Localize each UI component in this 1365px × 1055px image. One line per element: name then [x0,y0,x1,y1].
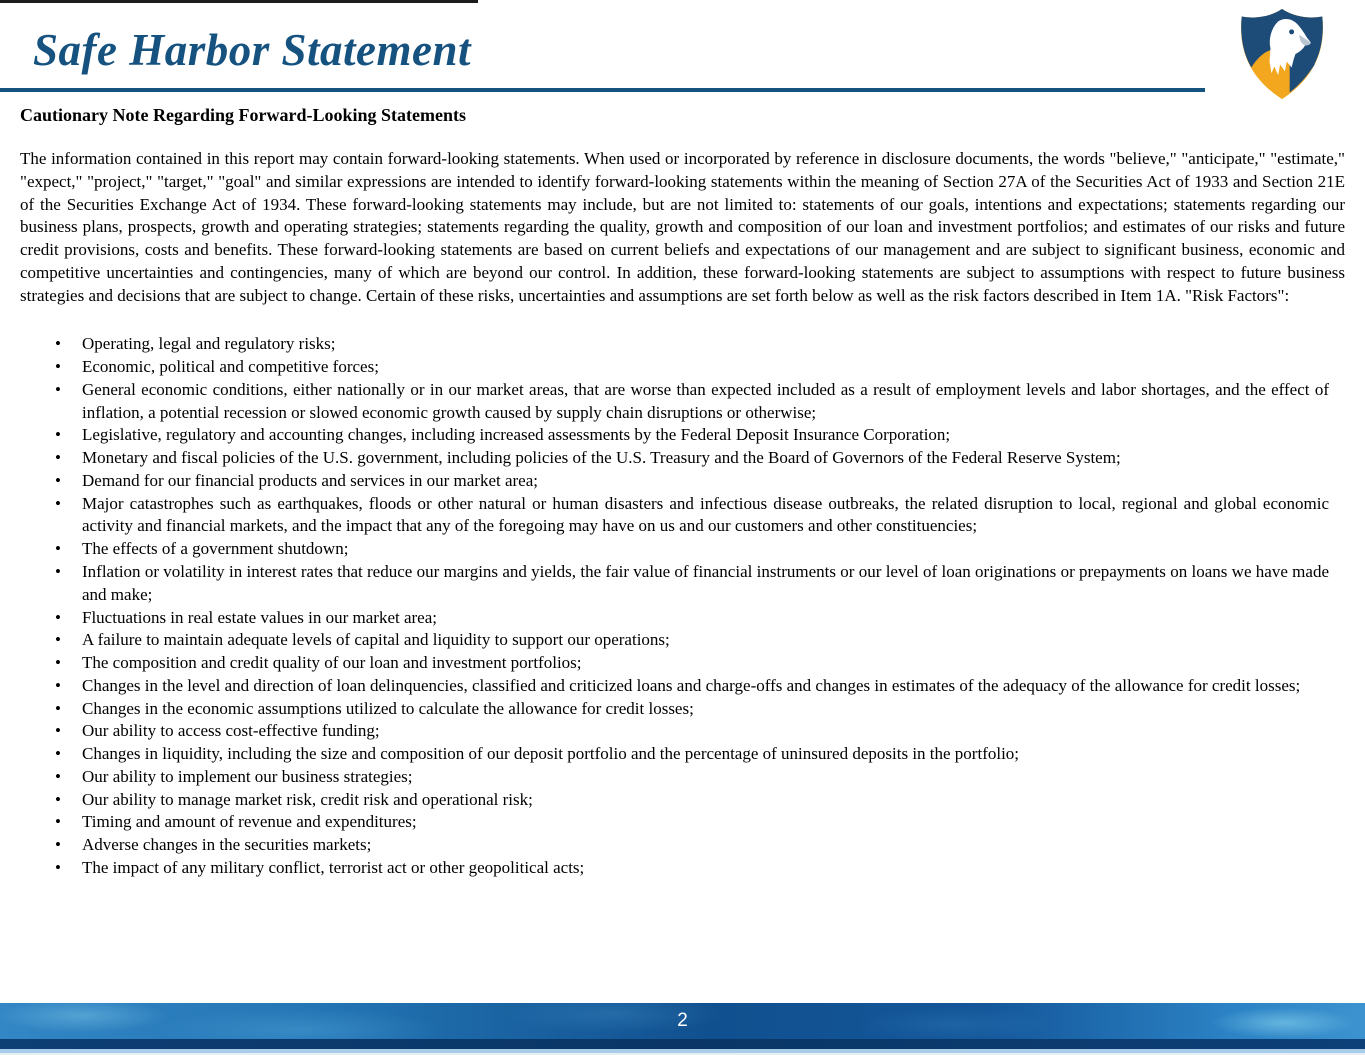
footer-dark-band [0,1039,1365,1049]
risk-bullet-item [20,356,1329,379]
risk-bullet-item [20,607,1329,630]
risk-bullet-text: Demand for our financial products and services in our market area; [82,470,538,490]
bullet-icon: • [55,470,61,490]
risk-bullet-item [20,379,1329,425]
bullet-icon: • [55,835,61,855]
bullet-icon: • [55,562,61,582]
slide-header [0,0,1365,86]
risk-bullet-item [20,424,1329,447]
risk-bullet-text: Changes in liquidity, including the size and composition of our deposit portfolio and the percentage of uninsured deposits in the portfolio; [82,744,1020,764]
risk-bullet-text: Adverse changes in the securities markets; [82,835,372,855]
bullet-icon: • [55,789,61,809]
risk-bullet-item [20,561,1329,607]
bullet-icon: • [55,425,61,445]
bullet-icon: • [55,675,61,695]
risk-factors-list [20,333,1329,879]
risk-bullet-item [20,834,1329,857]
risk-bullet-item [20,652,1329,675]
bullet-icon: • [55,766,61,786]
bullet-icon: • [55,812,61,832]
risk-bullet-text: The impact of any military conflict, terrorist act or other geopolitical acts; [82,857,585,877]
bullet-icon: • [55,630,61,650]
risk-bullet-item [20,675,1329,698]
risk-bullet-text: Our ability to manage market risk, credit risk and operational risk; [82,789,533,809]
bullet-icon: • [55,721,61,741]
risk-bullet-text: Major catastrophes such as earthquakes, floods or other natural or human disasters and infectious disease outbreaks, the related disruption to local, regional and global economic activity and financial markets, and the impact that any of the foregoing may have on us and our customers and other constituencies; [82,493,1329,536]
intro-paragraph: The information contained in this report may contain forward-looking statements. When used or incorporated by reference in disclosure documents, the words "believe," "anticipate," "estimate," "expect," "project," "target," "goal" and similar expressions are intended to identify forward-looking statements within the meaning of Section 27A of the Securities Act of 1933 and Section 21E of the Securities Exchange Act of 1934. These forward-looking statements may include, but are not limited to: statements of our goals, intentions and expectations; statements regarding our business plans, prospects, growth and operating strategies; statements regarding the quality, growth and composition of our loan and investment portfolios; and estimates of our risks and future credit provisions, costs and benefits. These forward-looking statements are based on current beliefs and expectations of our management and are subject to significant business, economic and competitive uncertainties and contingencies, many of which are beyond our control. In addition, these forward-looking statements are subject to assumptions with respect to future business strategies and decisions that are subject to change. Certain of these risks, uncertainties and assumptions are set forth below as well as the risk factors described in Item 1A. "Risk Factors": [20,149,1345,305]
risk-bullet-item [20,447,1329,470]
risk-bullet-text: Our ability to implement our business strategies; [82,766,413,786]
risk-bullet-item [20,743,1329,766]
risk-bullet-text: Our ability to access cost-effective funding; [82,721,380,741]
risk-bullet-text: Changes in the level and direction of loan delinquencies, classified and criticized loans and charge-offs and changes in estimates of the adequacy of the allowance for credit losses; [82,675,1301,695]
risk-bullet-text: Inflation or volatility in interest rates that reduce our margins and yields, the fair value of financial instruments or our level of loan originations or prepayments on loans we have made and make; [82,562,1329,604]
risk-bullet-text: General economic conditions, either nationally or in our market areas, that are worse than expected included as a result of employment levels and labor shortages, and the effect of inflation, a potential recession or slowed economic growth caused by supply chain disruptions or otherwise; [82,379,1329,422]
risk-bullet-item [20,629,1329,652]
bullet-icon: • [55,698,61,718]
bullet-icon: • [55,607,61,627]
page-number: 2 [677,1010,688,1031]
risk-bullet-text: A failure to maintain adequate levels of capital and liquidity to support our operations; [82,630,670,650]
risk-bullet-item [20,789,1329,812]
top-edge-line [0,0,478,3]
section-heading: Cautionary Note Regarding Forward-Looking Statements [20,105,466,125]
risk-bullet-text: Operating, legal and regulatory risks; [82,334,336,354]
risk-bullet-text: Changes in the economic assumptions utilized to calculate the allowance for credit losses; [82,698,694,718]
eagle-shield-logo-icon [1235,6,1329,102]
risk-bullet-item [20,698,1329,721]
risk-bullet-text: Fluctuations in real estate values in our market area; [82,607,437,627]
slide-footer [0,1003,1365,1055]
risk-bullet-item [20,470,1329,493]
risk-bullet-text: Economic, political and competitive forces; [82,357,379,377]
risk-bullet-item [20,720,1329,743]
bullet-icon: • [55,857,61,877]
risk-bullet-item [20,333,1329,356]
bullet-icon: • [55,744,61,764]
bullet-icon: • [55,334,61,354]
footer-map-band [0,1003,1365,1039]
risk-bullet-item [20,493,1329,539]
bullet-icon: • [55,539,61,559]
risk-bullet-item [20,766,1329,789]
bullet-icon: • [55,653,61,673]
risk-bullet-item [20,857,1329,880]
risk-bullet-item [20,538,1329,561]
risk-bullet-text: Timing and amount of revenue and expenditures; [82,812,417,832]
risk-bullet-item [20,811,1329,834]
risk-bullet-text: Legislative, regulatory and accounting changes, including increased assessments by the Federal Deposit Insurance Corporation; [82,425,951,445]
risk-bullet-text: Monetary and fiscal policies of the U.S. government, including policies of the U.S. Treasury and the Board of Governors of the Federal Reserve System; [82,448,1121,468]
risk-bullet-text: The effects of a government shutdown; [82,539,349,559]
bullet-icon: • [55,357,61,377]
bullet-icon: • [55,448,61,468]
risk-bullet-text: The composition and credit quality of our loan and investment portfolios; [82,653,582,673]
page-title: Safe Harbor Statement [33,25,472,75]
bullet-icon: • [55,379,61,399]
title-underline [0,88,1205,92]
bullet-icon: • [55,493,61,513]
